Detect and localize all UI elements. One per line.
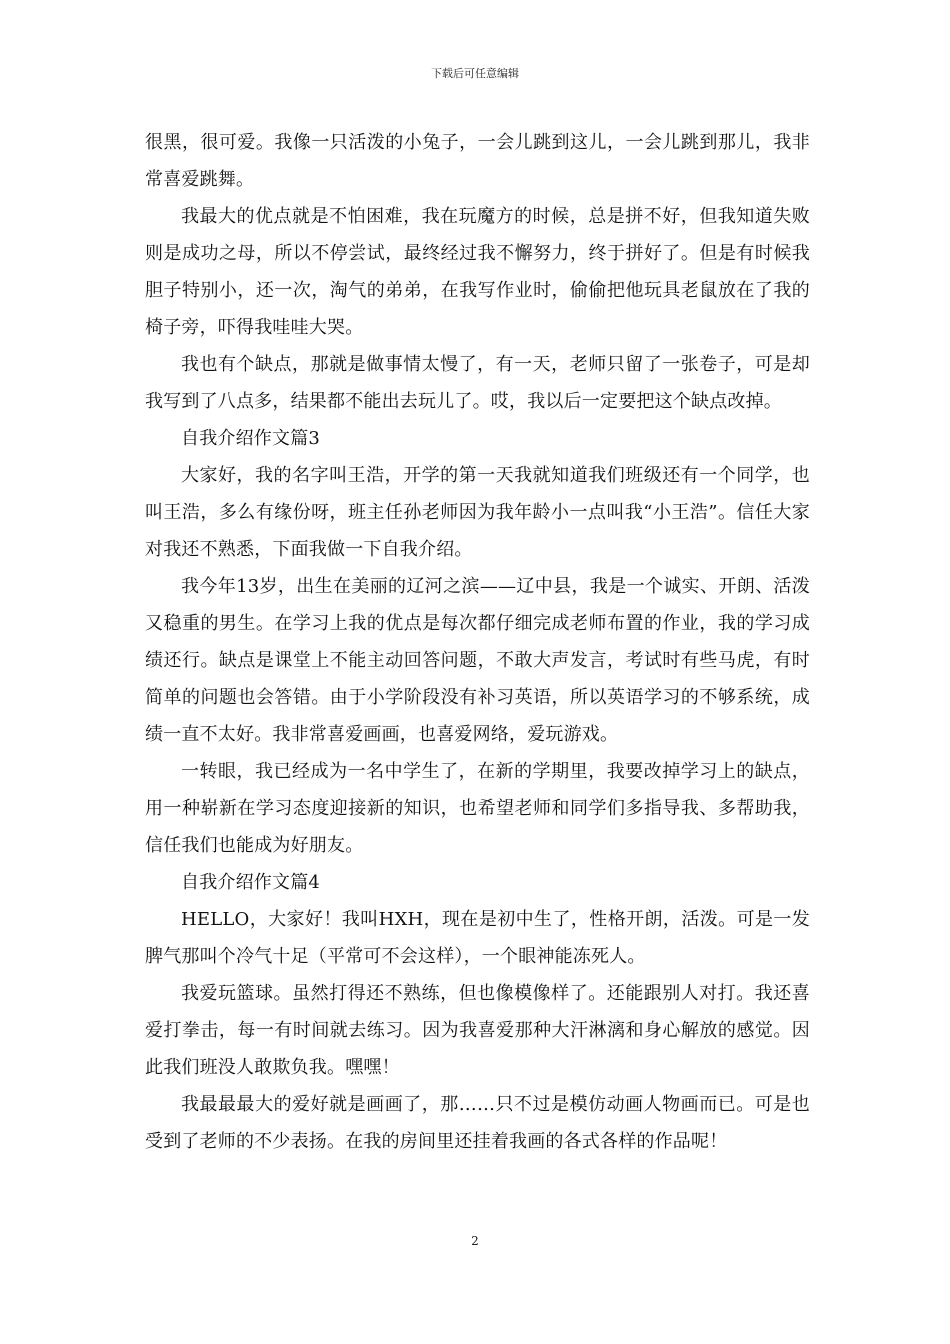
section-title: 自我介绍作文篇4 bbox=[181, 872, 321, 893]
paragraph: 我爱玩篮球。虽然打得还不熟练，但也像模像样了。还能跟别人对打。我还喜爱打拳击，每一有时间就去练习。因为我喜爱那种大汗淋漓和身心解放的感觉。因此我们班没人敢欺负我。嘿嘿！ bbox=[145, 983, 810, 1078]
paragraph: 我也有个缺点，那就是做事情太慢了，有一天，老师只留了一张卷子，可是却我写到了八点多，结果都不能出去玩儿了。哎，我以后一定要把这个缺点改掉。 bbox=[145, 354, 810, 412]
paragraph: 很黑，很可爱。我像一只活泼的小兔子，一会儿跳到这儿，一会儿跳到那儿，我非常喜爱跳舞。 bbox=[145, 132, 810, 190]
paragraph: HELLO，大家好！我叫HXH，现在是初中生了，性格开朗，活泼。可是一发脾气那叫个冷气十足（平常可不会这样），一个眼神能冻死人。 bbox=[145, 909, 810, 967]
page-number: 2 bbox=[471, 1234, 479, 1248]
document-body bbox=[145, 124, 810, 1160]
paragraph: 一转眼，我已经成为一名中学生了，在新的学期里，我要改掉学习上的缺点，用一种崭新在学习态度迎接新的知识，也希望老师和同学们多指导我、多帮助我，信任我们也能成为好朋友。 bbox=[145, 761, 810, 856]
page-header: 下载后可任意编辑 bbox=[431, 67, 519, 80]
paragraph: 我最最最大的爱好就是画画了，那……只不过是模仿动画人物画而已。可是也受到了老师的不少表扬。在我的房间里还挂着我画的各式各样的作品呢！ bbox=[145, 1094, 810, 1152]
paragraph: 我最大的优点就是不怕困难，我在玩魔方的时候，总是拼不好，但我知道失败则是成功之母，所以不停尝试，最终经过我不懈努力，终于拼好了。但是有时候我胆子特别小，还一次，淘气的弟弟，在我写作业时，偷偷把他玩具老鼠放在了我的椅子旁，吓得我哇哇大哭。 bbox=[145, 206, 810, 338]
section-title: 自我介绍作文篇3 bbox=[181, 428, 321, 449]
paragraph: 我今年13岁，出生在美丽的辽河之滨——辽中县，我是一个诚实、开朗、活泼又稳重的男生。在学习上我的优点是每次都仔细完成老师布置的作业，我的学习成绩还行。缺点是课堂上不能主动回答问题，不敢大声发言，考试时有些马虎，有时简单的问题也会答错。由于小学阶段没有补习英语，所以英语学习的不够系统，成绩一直不太好。我非常喜爱画画，也喜爱网络，爱玩游戏。 bbox=[145, 576, 810, 745]
paragraph: 大家好，我的名字叫王浩，开学的第一天我就知道我们班级还有一个同学，也叫王浩，多么有缘份呀，班主任孙老师因为我年龄小一点叫我“小王浩”。信任大家对我还不熟悉，下面我做一下自我介绍。 bbox=[145, 465, 810, 560]
